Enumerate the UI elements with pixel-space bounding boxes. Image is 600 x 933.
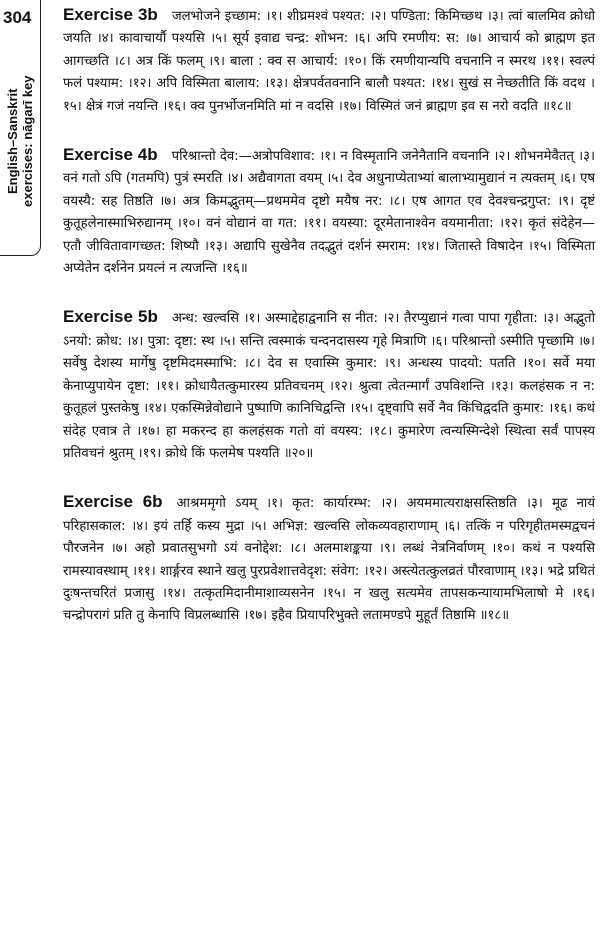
exercise-text: परिश्रान्तो देव:—अत्रोपविशाव: ।१। न विस्मृतानि जनेनैतानि वचनानि ।२। शोभनमेवैतत् ।३। वनं गतो ऽपि (गतमपि) पुत्रं स्मरति ।४। अद्यैवागता वयम् ।५। देव अधुनाप्येताभ्यां बालाभ्यामुद्यानं न त्यक्तम् ।६। एष वयस्यै: सह तिष्ठति ।७। अत्र किमद्भुतम्—प्रथममेव दृष्टो मयैष नर: ।८। एष आगत एव देवश्चन्द्रगुप्त: ।९। दृष्टं कुतूहलेनास्माभिरुद्यानम् ।१०। वनं वोद्यानं वा गत: ।११। वयस्या: दूरमेतानाश्वेन वयमानीता: ।१२। कृतं संदेहेन—एतौ जीवितावागच्छत: शिष्यौ ।१३। अद्यापि सुखेनैव तदद्भुतं दर्शनं स्मराम: ।१४। जितास्ते विषादेन ।१५। विस्मिता अप्येतेन दर्शनेन प्रयत्नं न त्यजन्ति ।१६॥ (63, 149, 595, 277)
exercise-paragraph (63, 144, 595, 280)
exercise-paragraph (63, 4, 595, 118)
exercise-list (63, 4, 595, 654)
exercise-text: आश्रममृगो ऽयम् ।१। कृत: कार्यारम्भ: ।२। अयममात्यराक्षसस्तिष्ठति ।३। मूढ नायं परिहासकाल: ।४। इयं तर्हि कस्य मुद्रा ।५। अभिज्ञ: खल्वसि लोकव्यवहाराणाम् ।६। तत्किं न परिगृहीतमस्मद्वचनं पौरजनेन ।७। अहो प्रवातसुभगो ऽयं वनोद्देश: ।८। अलमाशङ्कया ।९। लब्धं नेत्रनिर्वाणम् ।१०। कथं न पश्यसि रामस्यावस्थाम् ।११। शार्ङ्गरव स्थाने खलु पुरप्रवेशात्तवेदृश: संवेग: ।१२। अस्त्येतत्कुलव्रतं पौरवाणाम् ।१३। भद्रे प्रथितं दुःषन्तचरितं प्रजासु ।१४। तत्कृतमिदानीमाशाव्यसनेन ।१५। न खलु सत्यमेव तापसकन्यायामभिलाषो मे ।१६। चन्द्रोपरागं प्रति तु केनापि विप्रलब्धासि ।१७। इहैव प्रियापरिभुक्ते लतामण्डपे मुहूर्तं तिष्ठामि ॥१८॥ (63, 496, 595, 624)
exercise-6b (63, 491, 595, 627)
exercise-title: Exercise 5b (63, 307, 158, 327)
exercise-4b (63, 144, 595, 280)
exercise-text: जलभोजने इच्छाम: ।१। शीघ्रमश्वं पश्यत: ।२। पण्डिता: किमिच्छथ ।३। त्वां बालमिव क्रोधो जयति ।४। कावाचार्यौ पश्यसि ।५। सूर्य इवाद्य चन्द्र: शोभन: ।६। अपि रमणीय: स: ।७। आचार्य को ब्राह्मण इत आगच्छति ।८। अत्र किं फलम् ।९। बाला : क्व स आचार्य: ।१०। किं रमणीयान्यपि वचनानि न स्मरथ ।११। स्वल्पं फलं पश्याम: ।१२। अपि विस्मिता बालाय: ।१३। क्षेत्रपर्वतवनानि बालौ पश्यत: ।१४। सुखं स नेच्छतीति किं वदथ ।१५। क्षेत्रं गजं नयन्ति ।१६। क्व पुनर्भोजनमिति मां न वदसि ।१७। विस्मितं जनं ब्राह्मण इव स नरो वदति ॥१८॥ (63, 9, 596, 114)
side-tab (0, 0, 41, 256)
exercise-text: अन्ध: खल्वसि ।१। अस्माद्देहाद्वनानि स नीत: ।२। तैरप्युद्यानं गत्वा पापा गृहीता: ।३। अद्भुतो ऽनयो: क्रोध: ।४। पुत्रा: दृष्टा: स्थ ।५। सन्ति त्वस्माकं चन्दनदासस्य गृहे मित्राणि ।६। परिश्रान्तो ऽस्मीति पृच्छामि ।७। सर्वेषु देशस्य मार्गेषु दृष्टमिदमस्माभि: ।८। देव स एवास्मि कुमार: ।९। अन्धस्य पादयो: पतति ।१०। सर्वे मया केनाप्युपायेन दृष्टा: ।११। क्रोधायैतत्कुमारस्य प्रतिवचनम् ।१२। श्रुत्वा त्वेतन्मार्गं उपविशन्ति ।१३। कलहंसक न न: कुतूहलं पुस्तकेषु ।१४। एकस्मिन्नेवोद्याने पुष्पाणि कानिचिद्वन्ति ।१५। दृष्ट्वापि सर्वे नैव किंचिद्वदति कुमार: ।१६। कथं संदेह एवात्र ते ।१७। हा मकरन्द हा कलहंसक गतो वां वयस्य: ।१८। कुमारेण त्वन्यस्मिन्देशे स्थित्वा सर्वं पापस्य प्रतिवचनं श्रुतम् ।१९। क्रोधे किं फलमेष पश्यति ॥२०॥ (63, 311, 595, 461)
exercise-3b (63, 4, 595, 118)
section-title-line-2: exercises: nāgarī key (20, 75, 35, 207)
exercise-5b (63, 306, 595, 465)
exercise-paragraph (63, 491, 595, 627)
section-title-line-1: English–Sanskrit (5, 88, 20, 194)
page-number: 304 (3, 8, 32, 27)
running-section-title (5, 36, 35, 246)
exercise-title: Exercise 4b (63, 145, 158, 165)
exercise-title: Exercise 6b (63, 492, 163, 512)
exercise-title: Exercise 3b (63, 5, 158, 24)
exercise-paragraph (63, 306, 595, 465)
